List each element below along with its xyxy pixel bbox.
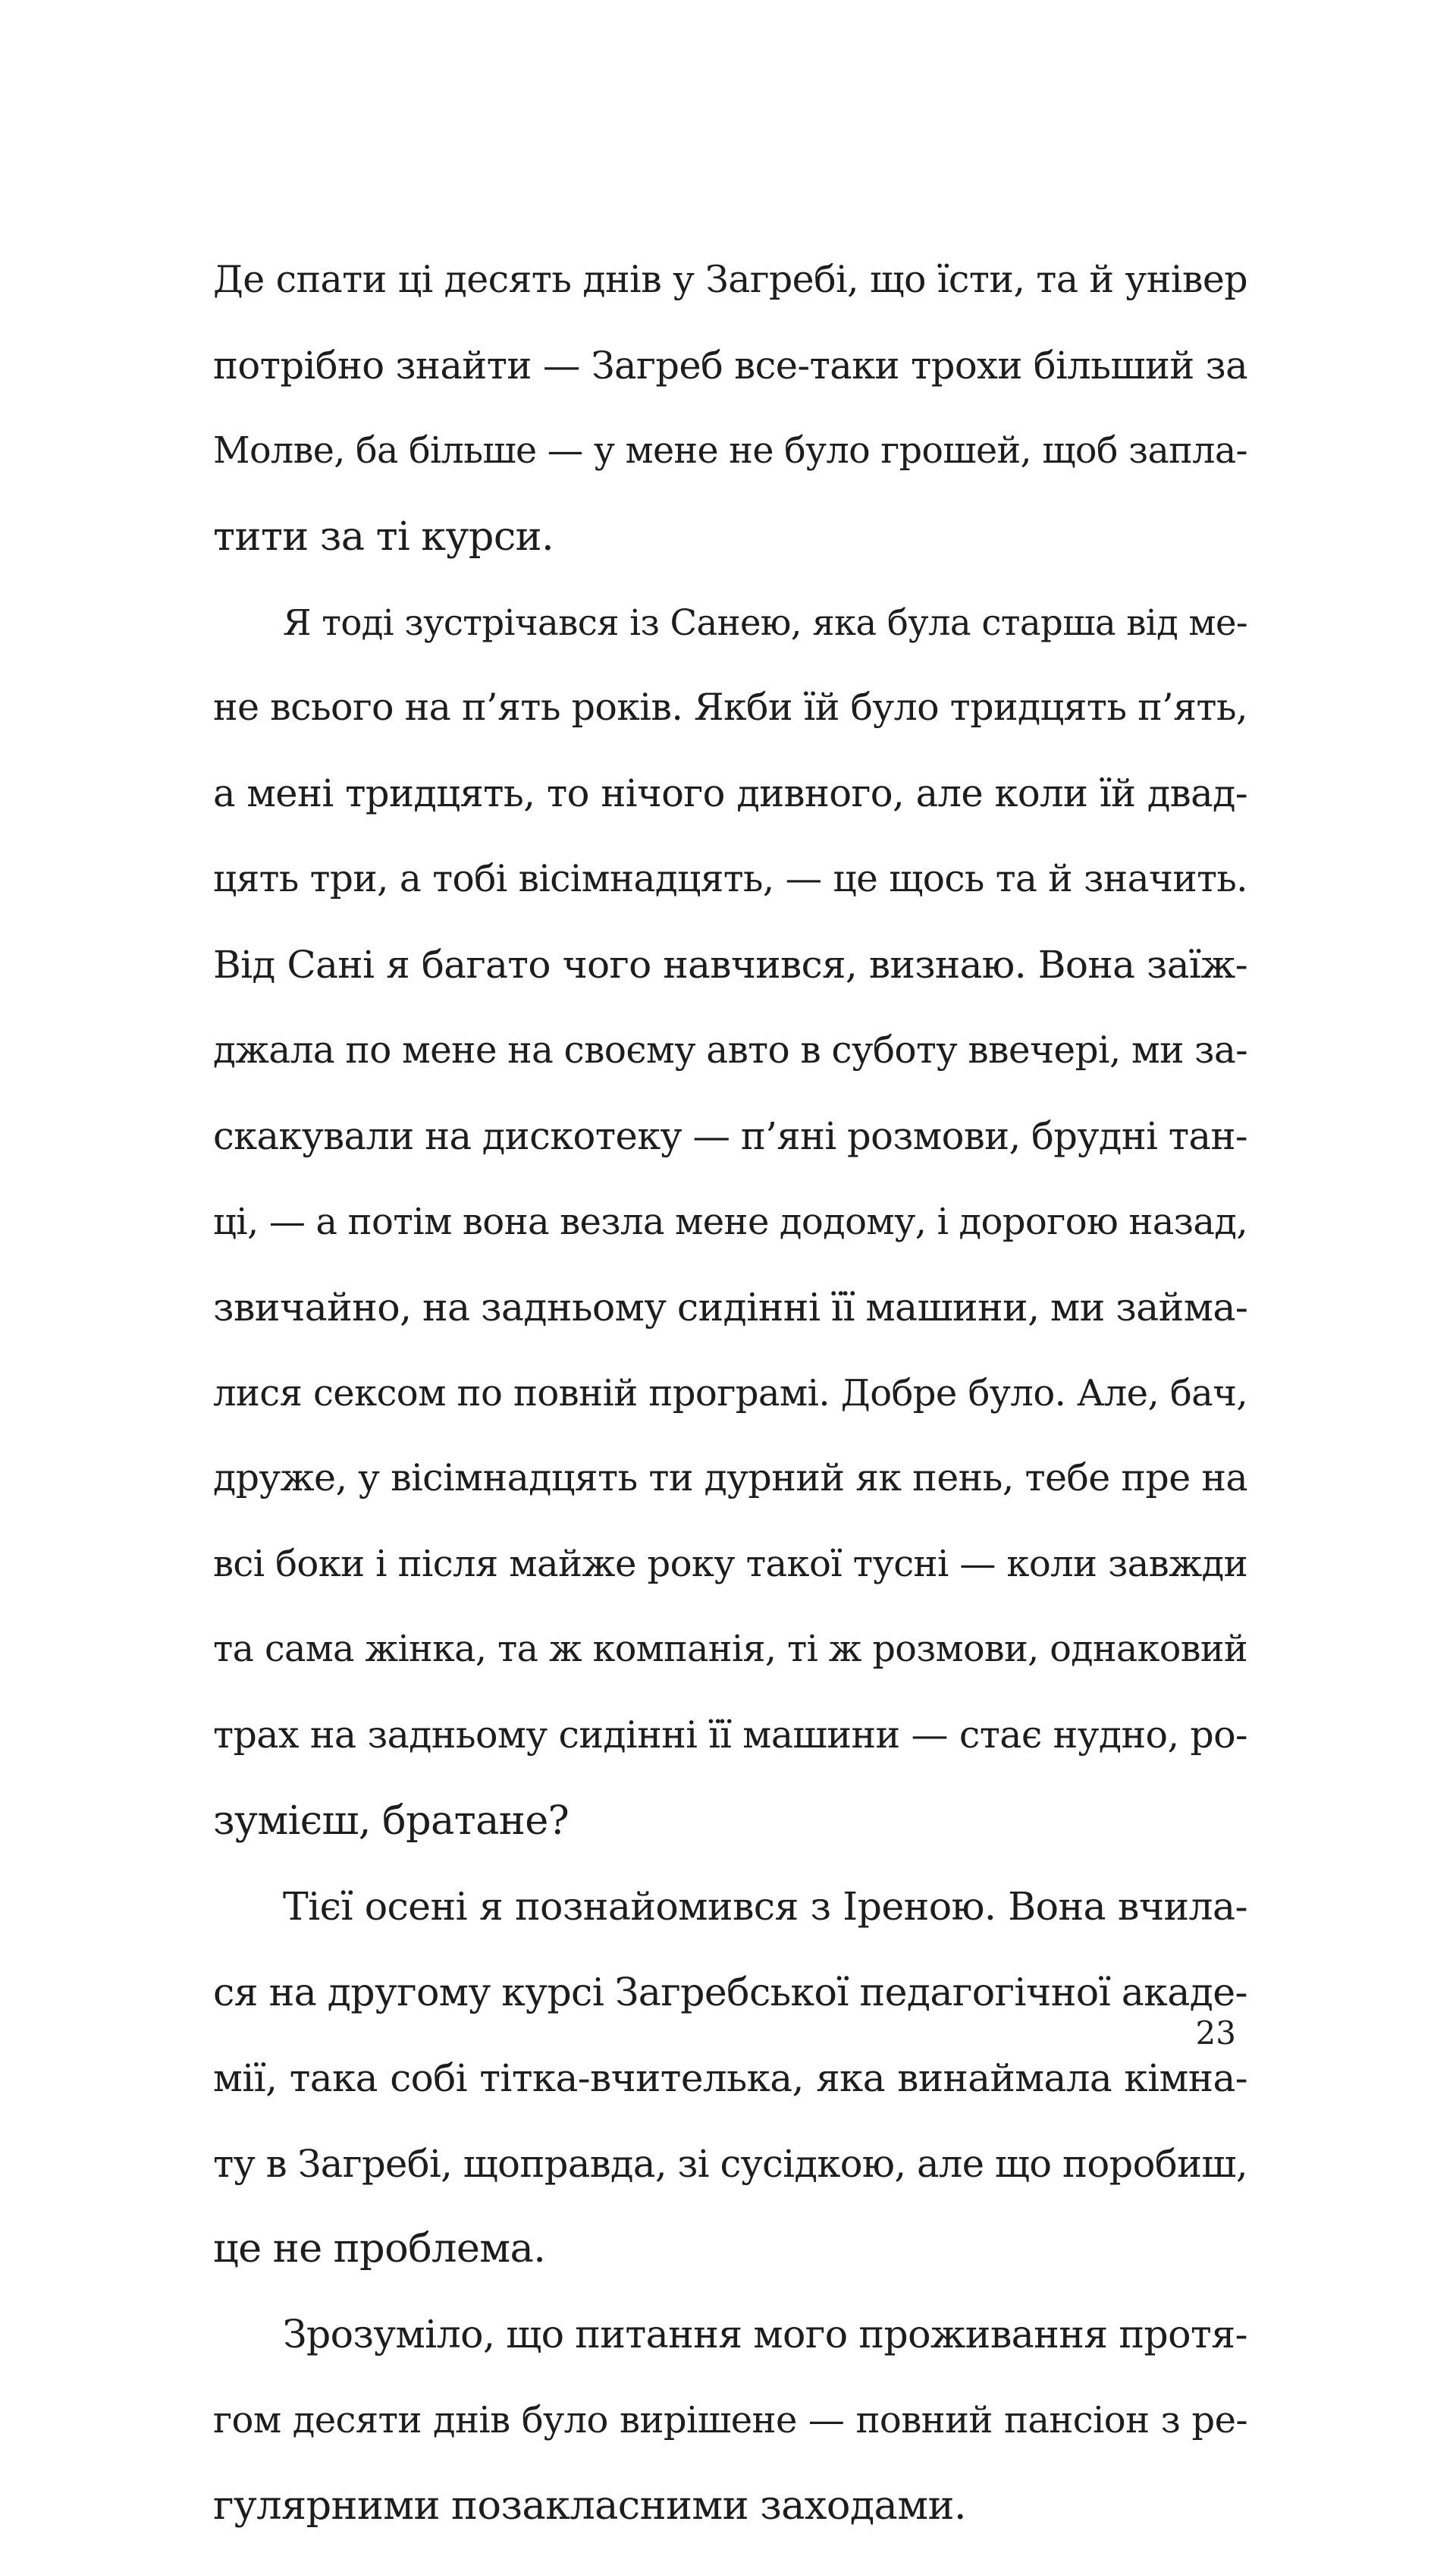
text-line: це не проблема.: [213, 2225, 546, 2272]
page-number: 23: [1195, 2014, 1236, 2052]
text-line: Зрозуміло, що питання мого проживання протя-: [283, 2312, 1247, 2357]
text-line: ту в Загребі, щоправда, зі сусідкою, але що поробиш,: [213, 2141, 1247, 2186]
text-line: ся на другому курсі Загребської педагогічної акаде-: [213, 1969, 1247, 2014]
text-line: потрібно знайти — Загреб все-таки трохи більший за: [213, 343, 1247, 388]
text-line: всі боки і після майже року такої тусні — коли завжди: [213, 1543, 1247, 1586]
text-line: трах на задньому сидінні її машини — стає нудно, ро-: [213, 1713, 1247, 1757]
text-line: не всього на п’ять років. Якби їй було тридцять п’ять,: [213, 686, 1247, 730]
text-line: Я тоді зустрічався із Санею, яка була старша від ме-: [283, 601, 1247, 643]
text-line: зумієш, братане?: [213, 1798, 570, 1845]
text-line: цять три, а тобі вісімнадцять, — це щось та й значить.: [213, 858, 1247, 901]
text-line: Де спати ці десять днів у Загребі, що їсти, та й універ: [213, 258, 1247, 301]
text-line: Тієї осені я познайомився з Іреною. Вона вчила-: [283, 1883, 1247, 1929]
text-line: тити за ті курси.: [213, 513, 554, 560]
text-line: ці, — а потім вона везла мене додому, і дорогою назад,: [213, 1200, 1247, 1243]
text-line: лися сексом по повній програмі. Добре було. Але, бач,: [213, 1371, 1247, 1415]
text-line: гом десяти днів було вирішене — повний пансіон з ре-: [213, 2399, 1247, 2442]
text-line: Від Сані я багато чого навчився, визнаю. Вона заїж-: [213, 943, 1247, 988]
text-line: мії, така собі тітка-вчителька, яка винаймала кімна-: [213, 2055, 1247, 2100]
text-line: скакували на дискотеку — п’яні розмови, брудні тан-: [213, 1113, 1247, 1158]
text-line: звичайно, на задньому сидінні її машини, ми займа-: [213, 1284, 1248, 1330]
text-line: а мені тридцять, то нічого дивного, але коли їй двад-: [213, 771, 1247, 816]
text-line: джала по мене на своєму авто в суботу ввечері, ми за-: [213, 1029, 1247, 1072]
text-line: гулярними позакласними заходами.: [213, 2482, 966, 2529]
text-line: Молве, ба більше — у мене не було грошей, щоб запла-: [213, 429, 1247, 472]
text-line: та сама жінка, та ж компанія, ті ж розмови, однаковий: [213, 1628, 1247, 1671]
body-text: [213, 244, 1247, 2556]
text-line: друже, у вісімнадцять ти дурний як пень, тебе пре на: [213, 1456, 1247, 1500]
